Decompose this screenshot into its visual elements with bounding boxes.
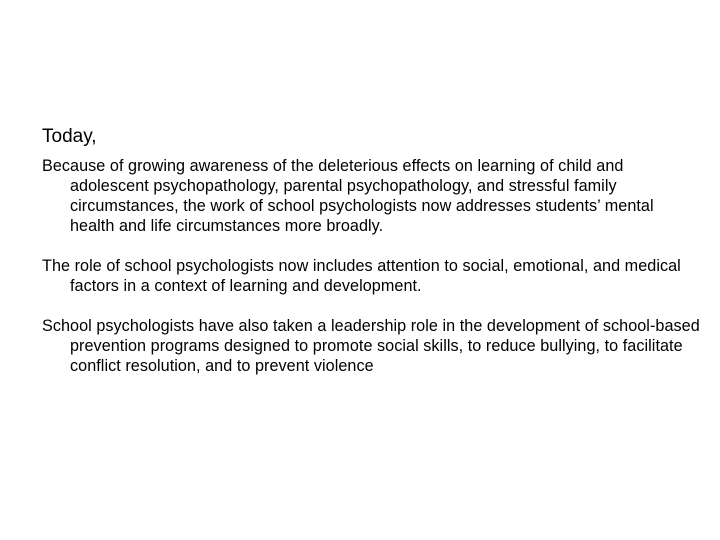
paragraph-leadership: School psychologists have also taken a leadership role in the development of school-based prevention programs designed to promote social skills, to reduce bullying, to facilitate conflict resolution, and to prevent violence [42,317,700,375]
paragraph-mental-health: Because of growing awareness of the deleterious effects on learning of child and adolescent psychopathology, parental psychopathology, and stressful family circumstances, the work of school psychologists now addresses students’ mental health and life circumstances more broadly. [42,157,654,235]
slide-heading: Today, [42,126,97,147]
paragraph-role: The role of school psychologists now includes attention to social, emotional, and medical factors in a context of learning and development. [42,257,681,295]
slide-content [42,126,702,376]
